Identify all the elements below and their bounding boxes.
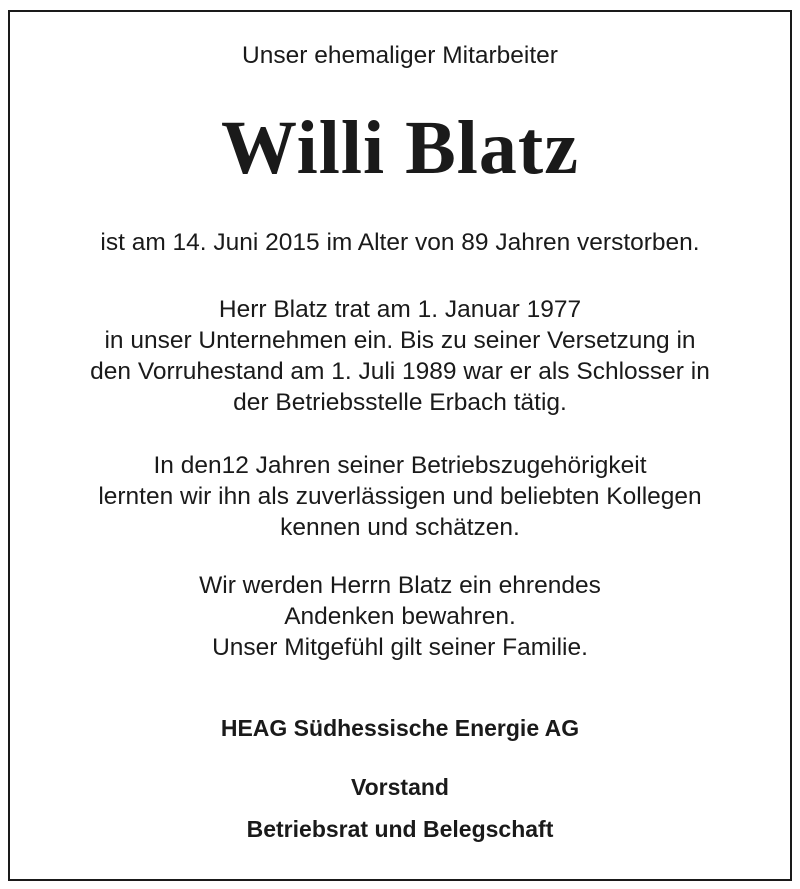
intro-block: [0, 40, 800, 71]
death-block: [0, 227, 800, 258]
company-name: HEAG Südhessische Energie AG: [220, 715, 580, 741]
council-signature: Betriebsrat und Belegschaft: [246, 816, 554, 842]
career-paragraph: [0, 294, 800, 418]
appreciation-line: kennen und schätzen.: [280, 514, 520, 541]
remembrance-line: Wir werden Herrn Blatz ein ehrendes: [199, 572, 601, 599]
deceased-name: Willi Blatz: [221, 106, 579, 190]
death-text: ist am 14. Juni 2015 im Alter von 89 Jahren verstorben.: [100, 229, 700, 256]
career-line: Herr Blatz trat am 1. Januar 1977: [218, 296, 582, 323]
career-line: der Betriebsstelle Erbach tätig.: [233, 389, 567, 416]
board-block: [0, 772, 800, 803]
remembrance-paragraph: [0, 570, 800, 663]
career-line: den Vorruhestand am 1. Juli 1989 war er als Schlosser in: [90, 358, 710, 385]
remembrance-line: Andenken bewahren.: [284, 603, 516, 630]
career-line: in unser Unternehmen ein. Bis zu seiner Versetzung in: [104, 327, 696, 354]
intro-text: Unser ehemaliger Mitarbeiter: [242, 42, 558, 69]
appreciation-line: In den12 Jahren seiner Betriebszugehörigkeit: [153, 452, 647, 479]
remembrance-line: Unser Mitgefühl gilt seiner Familie.: [212, 634, 588, 661]
company-block: [0, 713, 800, 744]
appreciation-line: lernten wir ihn als zuverlässigen und beliebten Kollegen: [98, 483, 702, 510]
appreciation-paragraph: [0, 450, 800, 543]
board-signature: Vorstand: [351, 774, 449, 800]
council-block: [0, 814, 800, 845]
